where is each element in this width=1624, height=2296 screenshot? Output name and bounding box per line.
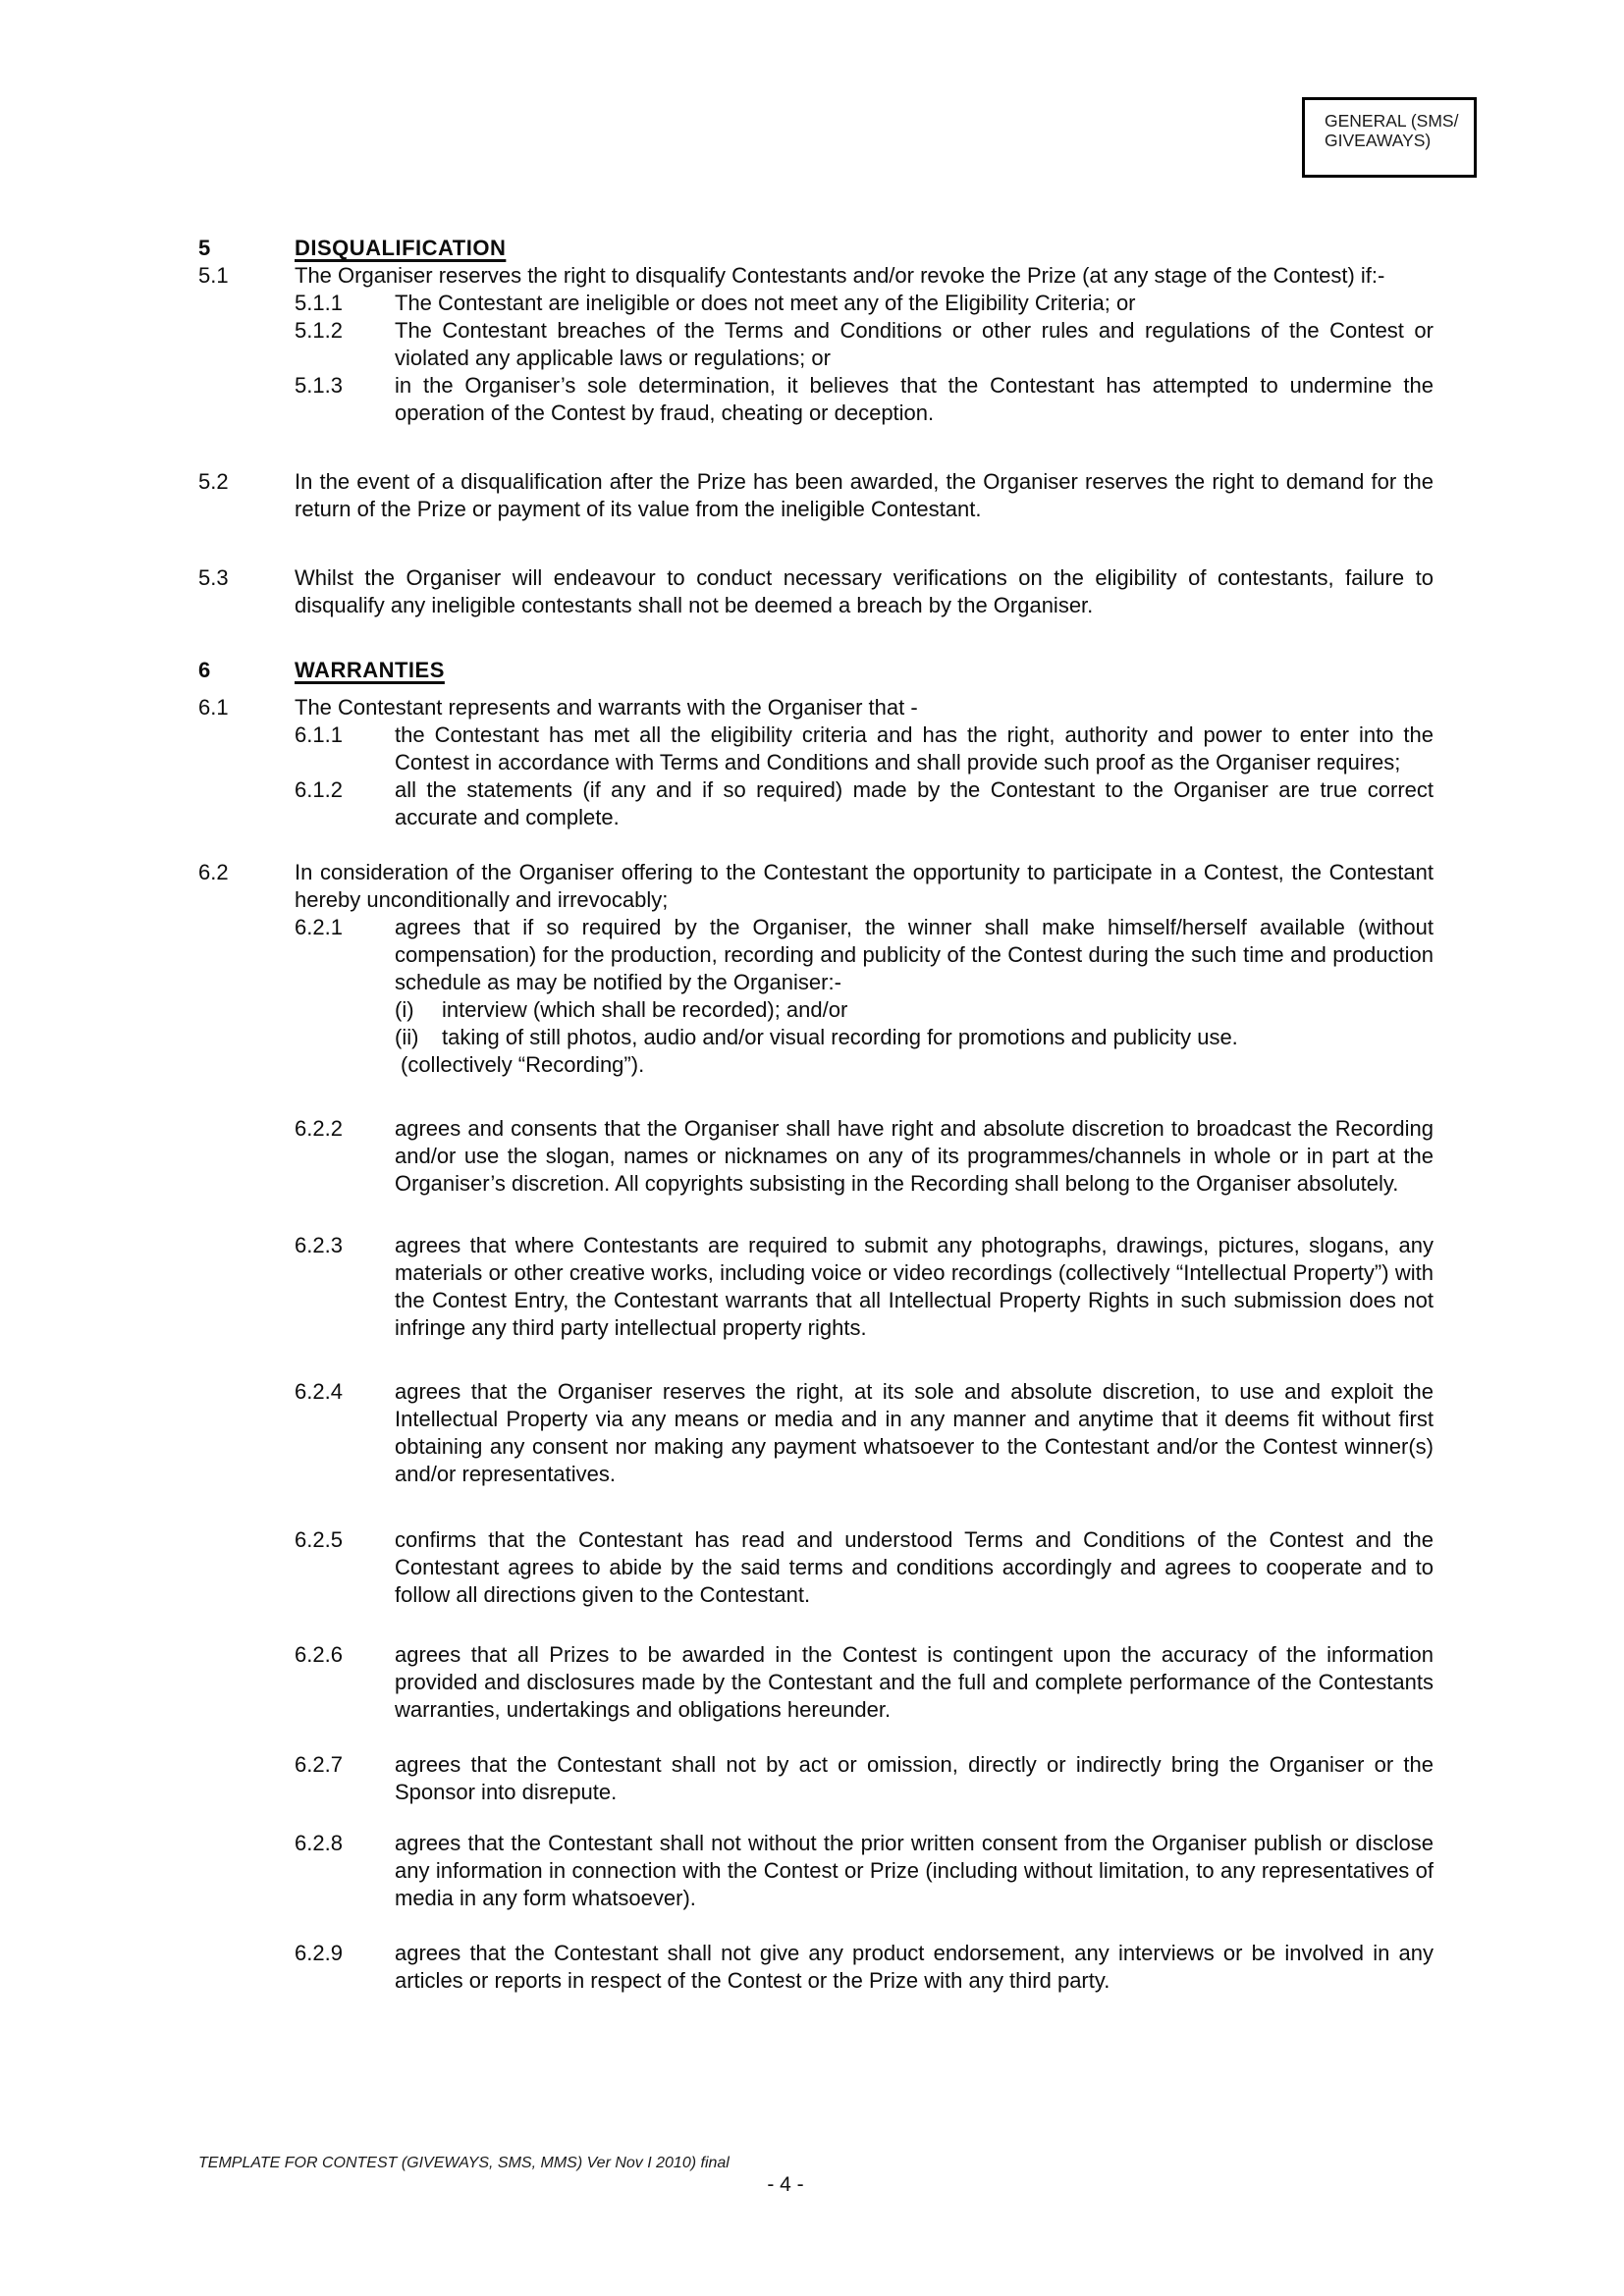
subclause-number: 6.2.5	[295, 1527, 343, 1552]
subclause-text: agrees that all Prizes to be awarded in the Contest is contingent upon the accuracy of the information provided and disclosures made by the Contestant and the full and complete performance of the Contestants warranties, undertakings and obligations hereunder.	[395, 1642, 1434, 1722]
subclause-text: The Contestant breaches of the Terms and Conditions or other rules and regulations of the Contest or violated any applicable laws or regulations; or	[395, 318, 1434, 370]
subclause-text: agrees that the Contestant shall not by act or omission, directly or indirectly bring the Organiser or the Sponsor into disrepute.	[395, 1752, 1434, 1804]
subclause-number: 5.1.3	[295, 373, 343, 398]
subclause-number: 5.1.1	[295, 291, 343, 315]
clause-row	[198, 859, 1434, 914]
section-title: WARRANTIES	[295, 658, 445, 682]
subclause-text: all the statements (if any and if so required) made by the Contestant to the Organiser are true correct accurate and complete.	[395, 777, 1434, 829]
subclause-text: agrees that the Contestant shall not give any product endorsement, any interviews or be involved in any articles or reports in respect of the Contest or the Prize with any third party.	[395, 1941, 1434, 1993]
list-item	[395, 1024, 1434, 1051]
subclause-text: agrees and consents that the Organiser shall have right and absolute discretion to broadcast the Recording and/or use the slogan, names or nicknames on any of its programmes/channels in whole or in part at the Organiser’s discretion. All copyrights subsisting in the Recording shall belong to the Organiser absolutely.	[395, 1116, 1434, 1196]
subclause-text: agrees that the Contestant shall not without the prior written consent from the Organiser publish or disclose any information in connection with the Contest or Prize (including without limitation, to any representatives of media in any form whatsoever).	[395, 1831, 1434, 1910]
clause-number: 5.1	[198, 263, 229, 288]
subclause-text: the Contestant has met all the eligibility criteria and has the right, authority and power to enter into the Contest in accordance with Terms and Conditions and shall provide such proof as the Organiser requires;	[395, 722, 1434, 774]
subclause-text: agrees that the Organiser reserves the right, at its sole and absolute discretion, to use and exploit the Intellectual Property via any means or media and in any manner and anytime that it deems fit without first obtaining any consent nor making any payment whatsoever to the Contestant and/or the Contest winner(s) and/or representatives.	[395, 1379, 1434, 1486]
subclause-text: agrees that where Contestants are required to submit any photographs, drawings, pictures, slogans, any materials or other creative works, including voice or video recordings (collectively “Intellectual Property”) with the Contest Entry, the Contestant warrants that all Intellectual Property Rights in such submission does not infringe any third party intellectual property rights.	[395, 1233, 1434, 1340]
subclause-row	[198, 1641, 1434, 1724]
list-item-text: taking of still photos, audio and/or visual recording for promotions and publicity use.	[442, 1025, 1238, 1049]
subclause-row	[198, 721, 1434, 776]
clause-row	[198, 694, 1434, 721]
subclause-row	[198, 914, 1434, 1079]
subclause-row	[198, 1232, 1434, 1342]
list-marker: (ii)	[395, 1025, 419, 1049]
subclause-number: 6.2.2	[295, 1116, 343, 1141]
clause-row	[198, 468, 1434, 523]
clause-text: The Contestant represents and warrants with the Organiser that -	[295, 695, 918, 720]
subclause-text: confirms that the Contestant has read and understood Terms and Conditions of the Contest and the Contestant agrees to abide by the said terms and conditions accordingly and agrees to cooperate and to follow all directions given to the Contestant.	[395, 1527, 1434, 1607]
subclause-row	[198, 1751, 1434, 1806]
clause-row	[198, 564, 1434, 619]
subclause-row	[198, 290, 1434, 317]
clause-number: 5.3	[198, 565, 229, 590]
subclause-body	[395, 914, 1434, 1079]
subclause-number: 6.2.8	[295, 1831, 343, 1855]
subclause-text: agrees that if so required by the Organiser, the winner shall make himself/herself available (without compensation) for the production, recording and publicity of the Contest during the such time and production schedule as may be notified by the Organiser:-	[395, 915, 1434, 994]
clause-text: The Organiser reserves the right to disqualify Contestants and/or revoke the Prize (at any stage of the Contest) if:-	[295, 263, 1385, 288]
page-number: - 4 -	[767, 2173, 804, 2196]
subclause-row	[198, 1830, 1434, 1912]
subclause-number: 6.1.1	[295, 722, 343, 747]
subclause-row	[198, 1526, 1434, 1609]
subclause-text: in the Organiser’s sole determination, it believes that the Contestant has attempted to undermine the operation of the Contest by fraud, cheating or deception.	[395, 373, 1434, 425]
clause-number: 6.2	[198, 860, 229, 884]
subclause-number: 6.2.1	[295, 915, 343, 939]
document-body	[198, 235, 1434, 1995]
list-marker: (i)	[395, 997, 414, 1022]
clause-text: In consideration of the Organiser offering to the Contestant the opportunity to participate in a Contest, the Contestant hereby unconditionally and irrevocably;	[295, 860, 1434, 912]
clause-row	[198, 262, 1434, 290]
stamp-line-2: GIVEAWAYS)	[1325, 131, 1432, 150]
subclause-number: 6.2.4	[295, 1379, 343, 1404]
stamp-line-1: GENERAL (SMS/	[1325, 111, 1459, 131]
subclause-row	[198, 1115, 1434, 1198]
list-item	[395, 996, 1434, 1024]
clause-number: 6.1	[198, 695, 229, 720]
subclause-number: 6.2.9	[295, 1941, 343, 1965]
section-heading	[198, 657, 1434, 684]
section-heading	[198, 235, 1434, 262]
subclause-number: 5.1.2	[295, 318, 343, 343]
recording-note: (collectively “Recording”).	[401, 1052, 645, 1077]
section-number: 5	[198, 236, 211, 260]
subclause-number: 6.1.2	[295, 777, 343, 802]
subclause-row	[198, 317, 1434, 372]
clause-text: Whilst the Organiser will endeavour to conduct necessary verifications on the eligibility of contestants, failure to disqualify any ineligible contestants shall not be deemed a breach by the Organiser.	[295, 565, 1434, 617]
subclause-row	[198, 372, 1434, 427]
subclause-row	[198, 776, 1434, 831]
subclause-row	[198, 1378, 1434, 1488]
subclause-row	[198, 1940, 1434, 1995]
subclause-number: 6.2.6	[295, 1642, 343, 1667]
clause-number: 5.2	[198, 469, 229, 494]
subclause-number: 6.2.3	[295, 1233, 343, 1257]
subclause-number: 6.2.7	[295, 1752, 343, 1777]
section-number: 6	[198, 658, 211, 682]
subclause-text: The Contestant are ineligible or does not meet any of the Eligibility Criteria; or	[395, 291, 1136, 315]
list-item-text: interview (which shall be recorded); and/or	[442, 997, 848, 1022]
footer-template-note: TEMPLATE FOR CONTEST (GIVEWAYS, SMS, MMS) Ver Nov I 2010) final	[198, 2155, 730, 2171]
section-title: DISQUALIFICATION	[295, 236, 507, 260]
clause-text: In the event of a disqualification after the Prize has been awarded, the Organiser reserves the right to demand for the return of the Prize or payment of its value from the ineligible Contestant.	[295, 469, 1434, 521]
document-category-stamp	[1302, 97, 1477, 178]
